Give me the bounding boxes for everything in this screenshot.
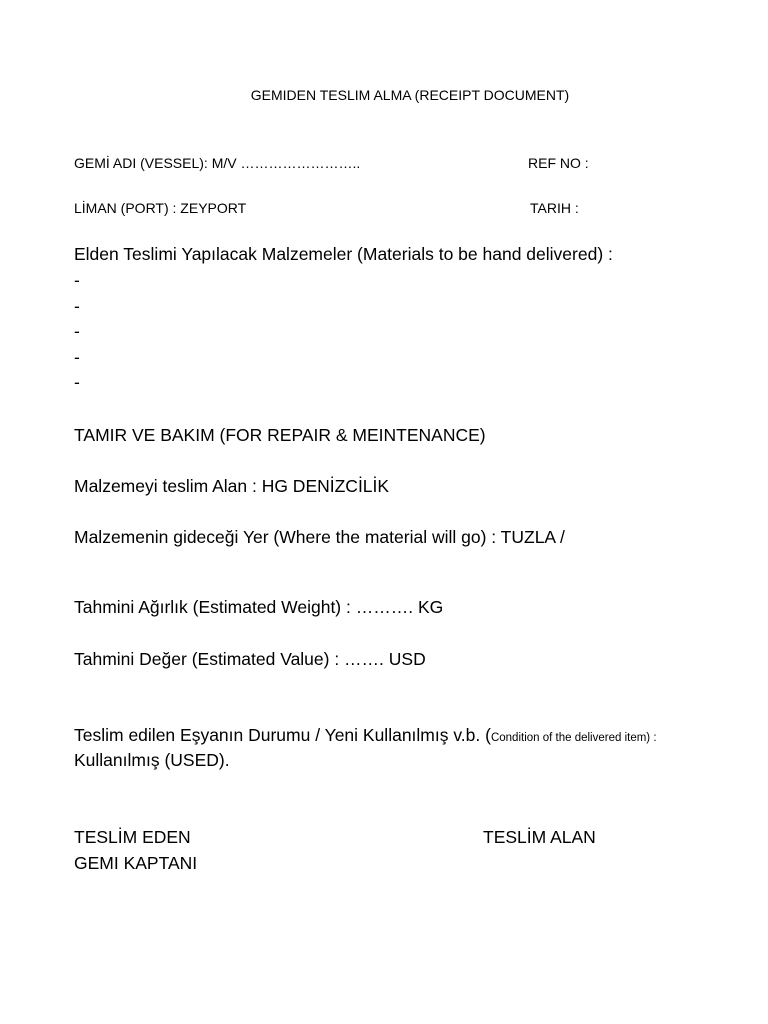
condition-label: Teslim edilen Eşyanın Durumu / Yeni Kullanılmış v.b. ( (74, 725, 491, 745)
delivered-by-label: TESLİM EDEN (74, 827, 191, 847)
material-item: - (74, 321, 80, 341)
destination-line: Malzemenin gideceği Yer (Where the material will go) : TUZLA / (74, 527, 565, 547)
materials-heading: Elden Teslimi Yapılacak Malzemeler (Materials to be hand delivered) : (74, 244, 613, 264)
material-item: - (74, 296, 80, 316)
material-item: - (74, 347, 80, 367)
estimated-weight-line: Tahmini Ağırlık (Estimated Weight) : ………. KG (74, 597, 444, 617)
date-field: TARIH : (530, 200, 579, 216)
material-item: - (74, 270, 80, 290)
repair-maintenance-line: TAMIR VE BAKIM (FOR REPAIR & MEINTENANCE) (74, 425, 486, 445)
document-title: GEMIDEN TESLIM ALMA (RECEIPT DOCUMENT) (250, 87, 570, 103)
condition-line (74, 725, 657, 746)
vessel-name-field: GEMİ ADI (VESSEL): M/V …………………….. (74, 155, 361, 171)
condition-note: Condition of the delivered item) : (490, 732, 657, 744)
receiver-line: Malzemeyi teslim Alan : HG DENİZCİLİK (74, 476, 390, 496)
ref-no-field: REF NO : (528, 155, 589, 171)
condition-value: Kullanılmış (USED). (74, 750, 230, 770)
port-field: LİMAN (PORT) : ZEYPORT (74, 200, 247, 216)
estimated-value-line: Tahmini Değer (Estimated Value) : ……. USD (74, 649, 426, 669)
material-item: - (74, 372, 80, 392)
delivered-by-role: GEMI KAPTANI (74, 853, 198, 873)
received-by-label: TESLİM ALAN (483, 827, 596, 847)
